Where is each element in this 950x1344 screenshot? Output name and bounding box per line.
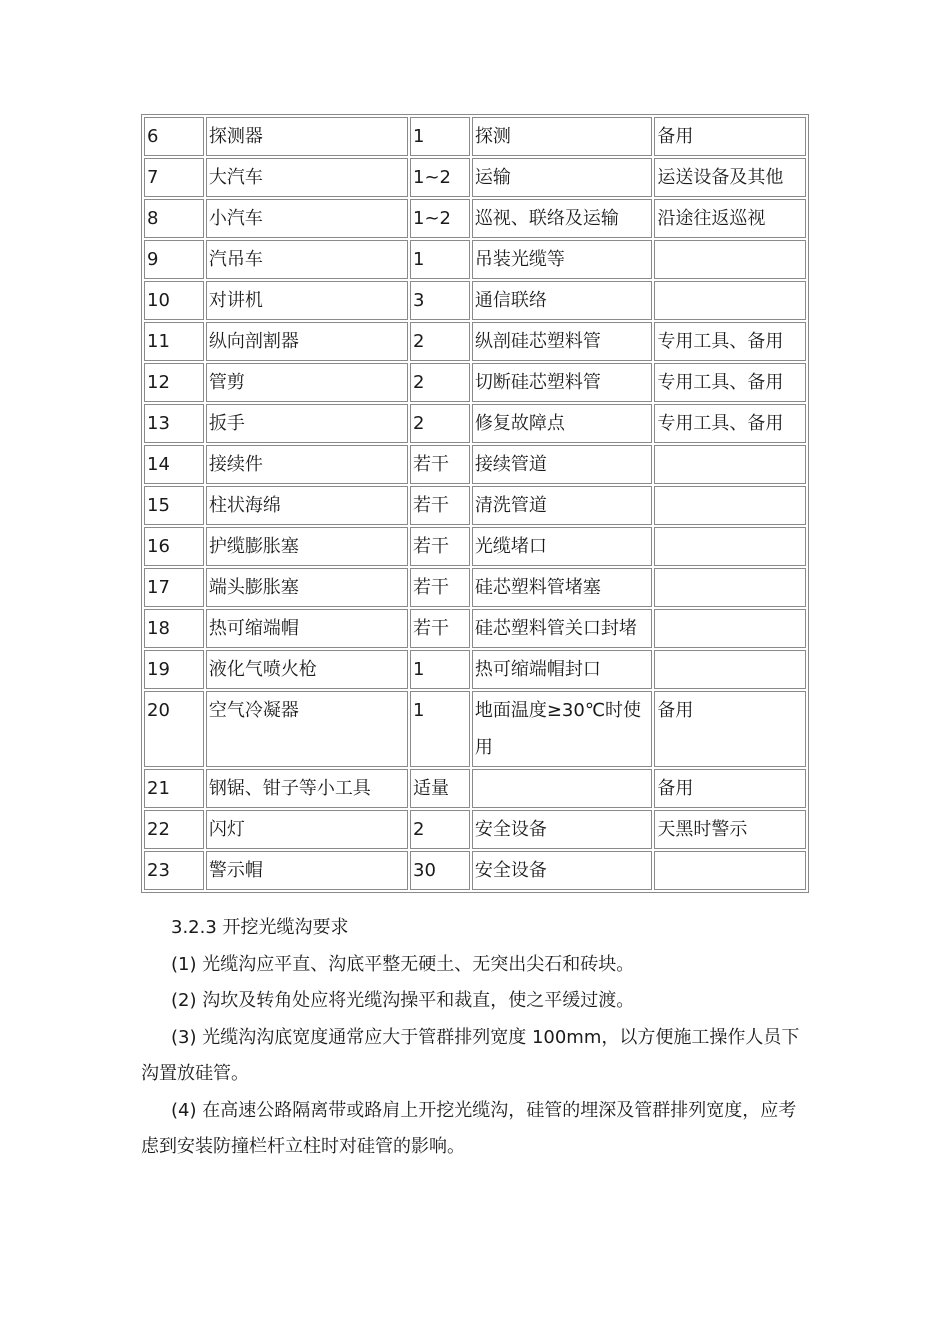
cell-quantity: 2	[410, 810, 470, 849]
table-row	[144, 650, 806, 689]
cell-name: 端头膨胀塞	[206, 568, 408, 607]
cell-quantity: 若干	[410, 527, 470, 566]
cell-remark: 专用工具、备用	[654, 404, 806, 443]
cell-name: 扳手	[206, 404, 408, 443]
cell-remark: 备用	[654, 769, 806, 808]
cell-quantity: 1~2	[410, 199, 470, 238]
table-row	[144, 691, 806, 767]
cell-name: 探测器	[206, 117, 408, 156]
cell-name: 警示帽	[206, 851, 408, 890]
cell-remark: 专用工具、备用	[654, 322, 806, 361]
cell-name: 护缆膨胀塞	[206, 527, 408, 566]
table-row	[144, 769, 806, 808]
cell-number: 20	[144, 691, 204, 767]
cell-number: 6	[144, 117, 204, 156]
cell-number: 17	[144, 568, 204, 607]
table-row	[144, 199, 806, 238]
requirement-item-2: (2) 沟坎及转角处应将光缆沟操平和裁直，使之平缓过渡。	[171, 990, 635, 1011]
cell-purpose: 修复故障点	[472, 404, 653, 443]
cell-quantity: 适量	[410, 769, 470, 808]
cell-remark: 备用	[654, 691, 806, 767]
cell-remark: 运送设备及其他	[654, 158, 806, 197]
cell-number: 11	[144, 322, 204, 361]
cell-name: 钢锯、钳子等小工具	[206, 769, 408, 808]
cell-quantity: 2	[410, 404, 470, 443]
cell-purpose: 热可缩端帽封口	[472, 650, 653, 689]
cell-purpose: 通信联络	[472, 281, 653, 320]
cell-number: 9	[144, 240, 204, 279]
cell-number: 16	[144, 527, 204, 566]
cell-remark	[654, 445, 806, 484]
cell-quantity: 若干	[410, 445, 470, 484]
cell-name: 管剪	[206, 363, 408, 402]
cell-remark	[654, 568, 806, 607]
cell-number: 22	[144, 810, 204, 849]
cell-purpose: 接续管道	[472, 445, 653, 484]
section-body	[141, 910, 809, 1166]
cell-name: 小汽车	[206, 199, 408, 238]
section-heading: 3.2.3 开挖光缆沟要求	[171, 917, 349, 938]
cell-purpose: 硅芯塑料管关口封堵	[472, 609, 653, 648]
cell-name: 接续件	[206, 445, 408, 484]
cell-remark	[654, 527, 806, 566]
cell-purpose: 运输	[472, 158, 653, 197]
cell-name: 液化气喷火枪	[206, 650, 408, 689]
cell-remark: 沿途往返巡视	[654, 199, 806, 238]
cell-purpose: 切断硅芯塑料管	[472, 363, 653, 402]
cell-number: 10	[144, 281, 204, 320]
cell-quantity: 若干	[410, 486, 470, 525]
cell-quantity: 1	[410, 117, 470, 156]
table-row	[144, 404, 806, 443]
cell-remark	[654, 240, 806, 279]
equipment-table-body	[144, 117, 806, 890]
cell-name: 对讲机	[206, 281, 408, 320]
cell-name: 大汽车	[206, 158, 408, 197]
cell-number: 13	[144, 404, 204, 443]
table-row	[144, 158, 806, 197]
cell-remark: 天黑时警示	[654, 810, 806, 849]
cell-name: 纵向剖割器	[206, 322, 408, 361]
table-row	[144, 117, 806, 156]
cell-quantity: 2	[410, 363, 470, 402]
table-row	[144, 851, 806, 890]
table-row	[144, 609, 806, 648]
cell-remark	[654, 486, 806, 525]
table-row	[144, 445, 806, 484]
table-row	[144, 322, 806, 361]
cell-name: 热可缩端帽	[206, 609, 408, 648]
cell-remark	[654, 281, 806, 320]
cell-purpose	[472, 769, 653, 808]
cell-number: 7	[144, 158, 204, 197]
cell-remark: 专用工具、备用	[654, 363, 806, 402]
cell-quantity: 若干	[410, 609, 470, 648]
cell-purpose: 探测	[472, 117, 653, 156]
cell-number: 21	[144, 769, 204, 808]
cell-remark	[654, 609, 806, 648]
requirement-item-3: (3) 光缆沟沟底宽度通常应大于管群排列宽度 100mm，以方便施工操作人员下沟置放硅管。	[141, 1026, 800, 1084]
cell-purpose: 硅芯塑料管堵塞	[472, 568, 653, 607]
cell-purpose: 纵剖硅芯塑料管	[472, 322, 653, 361]
cell-number: 12	[144, 363, 204, 402]
cell-purpose: 光缆堵口	[472, 527, 653, 566]
cell-quantity: 1	[410, 240, 470, 279]
cell-remark	[654, 851, 806, 890]
cell-purpose: 清洗管道	[472, 486, 653, 525]
cell-purpose: 安全设备	[472, 810, 653, 849]
cell-quantity: 3	[410, 281, 470, 320]
cell-name: 空气冷凝器	[206, 691, 408, 767]
cell-number: 15	[144, 486, 204, 525]
cell-number: 8	[144, 199, 204, 238]
cell-quantity: 1	[410, 691, 470, 767]
cell-quantity: 若干	[410, 568, 470, 607]
cell-purpose: 地面温度≥30℃时使用	[472, 691, 653, 767]
cell-name: 闪灯	[206, 810, 408, 849]
cell-purpose: 安全设备	[472, 851, 653, 890]
table-row	[144, 810, 806, 849]
table-row	[144, 363, 806, 402]
cell-number: 23	[144, 851, 204, 890]
cell-number: 19	[144, 650, 204, 689]
table-row	[144, 281, 806, 320]
cell-quantity: 1	[410, 650, 470, 689]
cell-remark	[654, 650, 806, 689]
cell-purpose: 吊装光缆等	[472, 240, 653, 279]
cell-number: 18	[144, 609, 204, 648]
cell-quantity: 2	[410, 322, 470, 361]
cell-purpose: 巡视、联络及运输	[472, 199, 653, 238]
requirement-item-4: (4) 在高速公路隔离带或路肩上开挖光缆沟，硅管的埋深及管群排列宽度，应考虑到安装防撞栏杆立柱时对硅管的影响。	[141, 1099, 797, 1157]
equipment-table	[141, 114, 809, 893]
table-row	[144, 486, 806, 525]
cell-remark: 备用	[654, 117, 806, 156]
table-row	[144, 527, 806, 566]
cell-quantity: 30	[410, 851, 470, 890]
cell-quantity: 1~2	[410, 158, 470, 197]
cell-name: 柱状海绵	[206, 486, 408, 525]
requirement-item-1: (1) 光缆沟应平直、沟底平整无硬土、无突出尖石和砖块。	[171, 953, 635, 975]
cell-name: 汽吊车	[206, 240, 408, 279]
table-row	[144, 240, 806, 279]
cell-number: 14	[144, 445, 204, 484]
table-row	[144, 568, 806, 607]
